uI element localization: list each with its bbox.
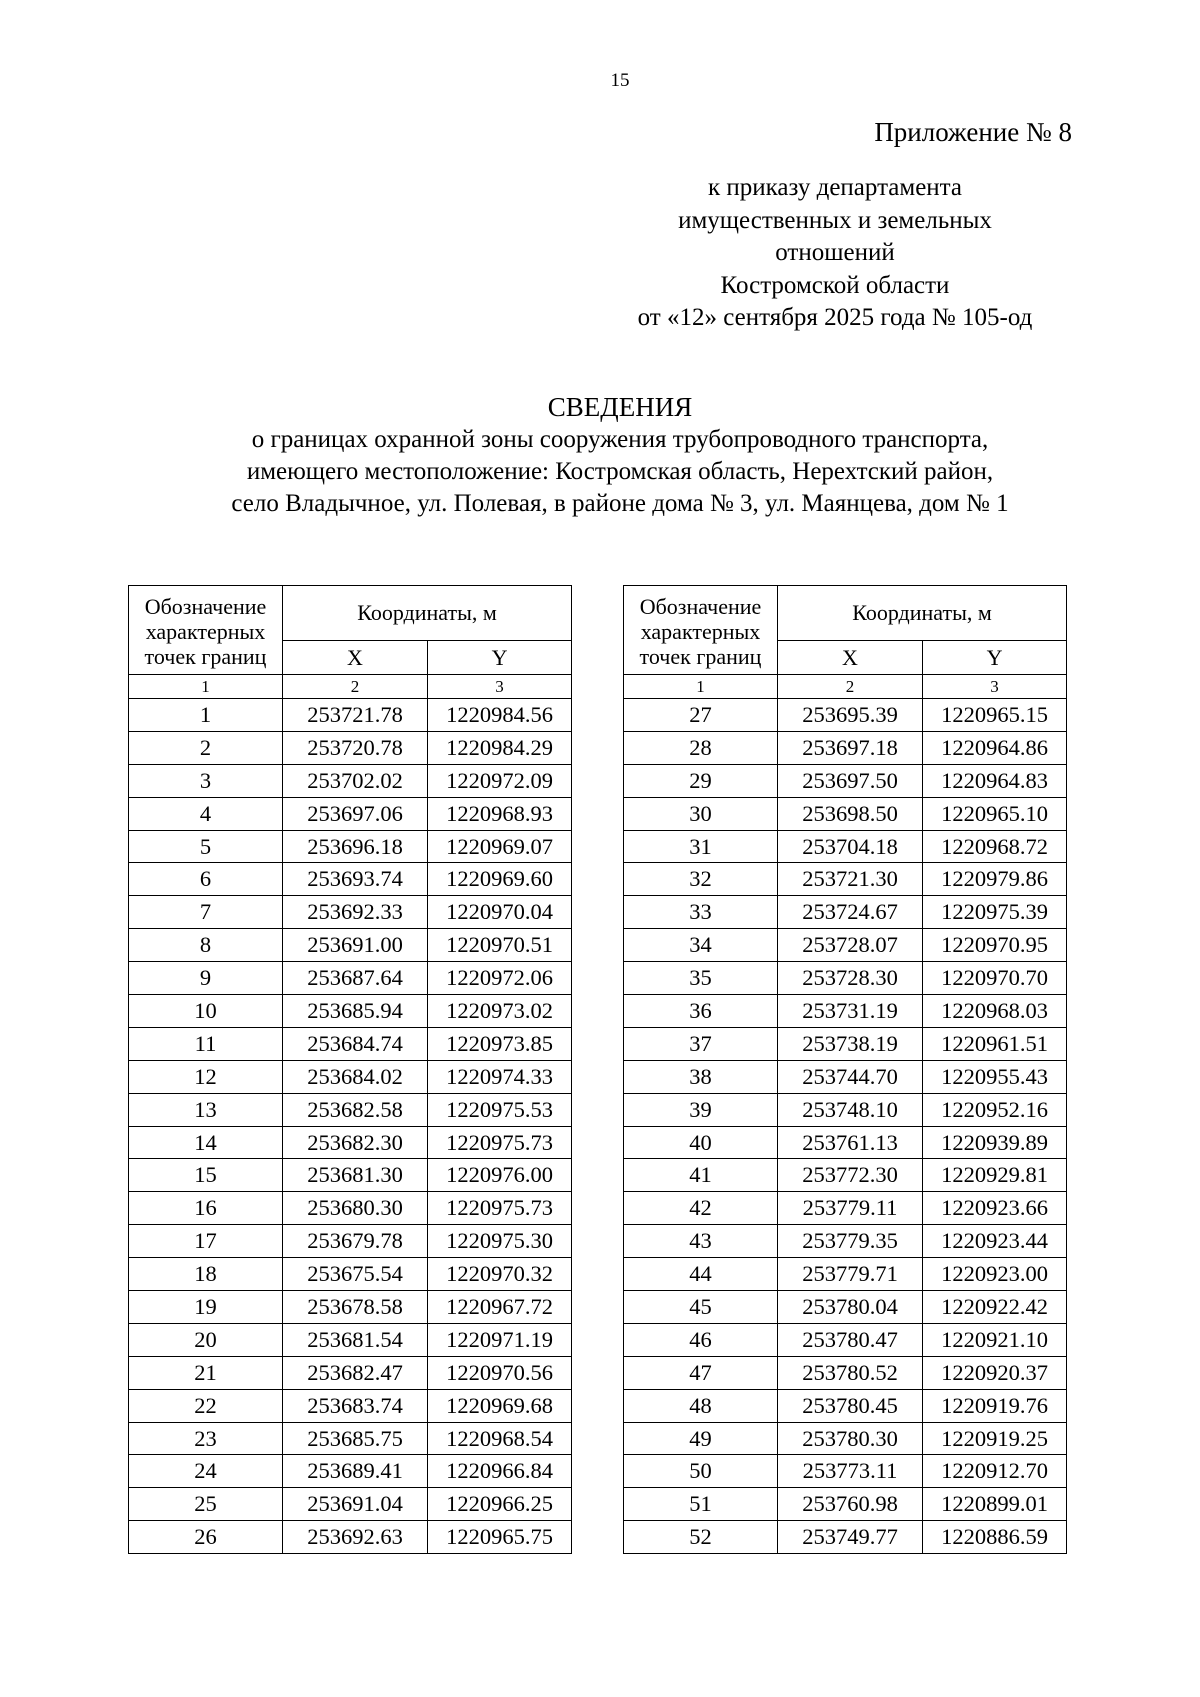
- y-coordinate-cell: 1220970.56: [428, 1356, 572, 1389]
- point-number-cell: 22: [129, 1389, 283, 1422]
- header-coordinates: Координаты, м: [778, 586, 1067, 641]
- table-row: [624, 929, 1067, 962]
- document-heading: [100, 390, 1140, 520]
- table-row: [129, 797, 572, 830]
- point-number-cell: 13: [129, 1093, 283, 1126]
- table-row: [624, 830, 1067, 863]
- point-number-cell: 1: [129, 699, 283, 732]
- point-number-cell: 28: [624, 731, 778, 764]
- y-coordinate-cell: 1220923.00: [923, 1258, 1067, 1291]
- point-number-cell: 49: [624, 1422, 778, 1455]
- x-coordinate-cell: 253692.33: [283, 896, 428, 929]
- x-coordinate-cell: 253702.02: [283, 764, 428, 797]
- x-coordinate-cell: 253738.19: [778, 1027, 923, 1060]
- x-coordinate-cell: 253721.30: [778, 863, 923, 896]
- point-number-cell: 47: [624, 1356, 778, 1389]
- x-coordinate-cell: 253683.74: [283, 1389, 428, 1422]
- point-number-cell: 24: [129, 1455, 283, 1488]
- table-row: [624, 764, 1067, 797]
- x-coordinate-cell: 253721.78: [283, 699, 428, 732]
- x-coordinate-cell: 253682.58: [283, 1093, 428, 1126]
- x-coordinate-cell: 253678.58: [283, 1291, 428, 1324]
- y-coordinate-cell: 1220968.54: [428, 1422, 572, 1455]
- y-coordinate-cell: 1220970.51: [428, 929, 572, 962]
- y-coordinate-cell: 1220984.56: [428, 699, 572, 732]
- table-row: [129, 764, 572, 797]
- point-number-cell: 44: [624, 1258, 778, 1291]
- table-row: [624, 1060, 1067, 1093]
- y-coordinate-cell: 1220969.07: [428, 830, 572, 863]
- point-number-cell: 39: [624, 1093, 778, 1126]
- point-number-cell: 33: [624, 896, 778, 929]
- x-coordinate-cell: 253697.06: [283, 797, 428, 830]
- y-coordinate-cell: 1220975.30: [428, 1225, 572, 1258]
- table-row: [129, 1126, 572, 1159]
- y-coordinate-cell: 1220975.73: [428, 1192, 572, 1225]
- table-row: [129, 1422, 572, 1455]
- order-line: к приказу департамента: [707, 174, 963, 201]
- x-coordinate-cell: 253780.52: [778, 1356, 923, 1389]
- column-number: 1: [624, 675, 778, 699]
- y-coordinate-cell: 1220973.85: [428, 1027, 572, 1060]
- point-number-cell: 23: [129, 1422, 283, 1455]
- table-row: [624, 1455, 1067, 1488]
- column-number: 1: [129, 675, 283, 699]
- x-coordinate-cell: 253780.30: [778, 1422, 923, 1455]
- point-number-cell: 40: [624, 1126, 778, 1159]
- order-line: отношений: [775, 239, 895, 266]
- table-row: [624, 1488, 1067, 1521]
- x-coordinate-cell: 253731.19: [778, 995, 923, 1028]
- point-number-cell: 21: [129, 1356, 283, 1389]
- table-row: [129, 1060, 572, 1093]
- x-coordinate-cell: 253761.13: [778, 1126, 923, 1159]
- point-number-cell: 32: [624, 863, 778, 896]
- x-coordinate-cell: 253697.18: [778, 731, 923, 764]
- heading-line: имеющего местоположение: Костромская область, Нерехтский район,: [246, 458, 994, 485]
- point-number-cell: 34: [624, 929, 778, 962]
- point-number-cell: 16: [129, 1192, 283, 1225]
- point-number-cell: 10: [129, 995, 283, 1028]
- y-coordinate-cell: 1220975.73: [428, 1126, 572, 1159]
- table-row: [624, 1027, 1067, 1060]
- y-coordinate-cell: 1220964.86: [923, 731, 1067, 764]
- x-coordinate-cell: 253779.35: [778, 1225, 923, 1258]
- point-number-cell: 51: [624, 1488, 778, 1521]
- x-coordinate-cell: 253749.77: [778, 1521, 923, 1554]
- table-row: [624, 699, 1067, 732]
- table-row: [129, 929, 572, 962]
- point-number-cell: 30: [624, 797, 778, 830]
- table-row: [129, 1356, 572, 1389]
- table-row: [624, 962, 1067, 995]
- point-number-cell: 15: [129, 1159, 283, 1192]
- y-coordinate-cell: 1220939.89: [923, 1126, 1067, 1159]
- point-number-cell: 50: [624, 1455, 778, 1488]
- table-row: [624, 1192, 1067, 1225]
- y-coordinate-cell: 1220970.70: [923, 962, 1067, 995]
- point-number-cell: 6: [129, 863, 283, 896]
- table-row: [624, 863, 1067, 896]
- y-coordinate-cell: 1220929.81: [923, 1159, 1067, 1192]
- x-coordinate-cell: 253680.30: [283, 1192, 428, 1225]
- point-number-cell: 19: [129, 1291, 283, 1324]
- x-coordinate-cell: 253681.30: [283, 1159, 428, 1192]
- coordinates-table-left: [128, 585, 572, 1554]
- x-coordinate-cell: 253696.18: [283, 830, 428, 863]
- table-row: [129, 1323, 572, 1356]
- x-coordinate-cell: 253780.45: [778, 1389, 923, 1422]
- table-row: [624, 1422, 1067, 1455]
- y-coordinate-cell: 1220975.53: [428, 1093, 572, 1126]
- table-row: [129, 830, 572, 863]
- table-row: [129, 699, 572, 732]
- header-x: X: [778, 641, 923, 675]
- y-coordinate-cell: 1220912.70: [923, 1455, 1067, 1488]
- x-coordinate-cell: 253773.11: [778, 1455, 923, 1488]
- column-number: 2: [778, 675, 923, 699]
- point-number-cell: 17: [129, 1225, 283, 1258]
- point-number-cell: 14: [129, 1126, 283, 1159]
- point-number-cell: 2: [129, 731, 283, 764]
- x-coordinate-cell: 253780.04: [778, 1291, 923, 1324]
- y-coordinate-cell: 1220965.10: [923, 797, 1067, 830]
- point-number-cell: 38: [624, 1060, 778, 1093]
- y-coordinate-cell: 1220970.04: [428, 896, 572, 929]
- point-number-cell: 9: [129, 962, 283, 995]
- y-coordinate-cell: 1220966.84: [428, 1455, 572, 1488]
- x-coordinate-cell: 253691.00: [283, 929, 428, 962]
- y-coordinate-cell: 1220975.39: [923, 896, 1067, 929]
- point-number-cell: 3: [129, 764, 283, 797]
- x-coordinate-cell: 253693.74: [283, 863, 428, 896]
- point-number-cell: 46: [624, 1323, 778, 1356]
- x-coordinate-cell: 253682.30: [283, 1126, 428, 1159]
- y-coordinate-cell: 1220972.06: [428, 962, 572, 995]
- table-row: [624, 731, 1067, 764]
- point-number-cell: 45: [624, 1291, 778, 1324]
- x-coordinate-cell: 253748.10: [778, 1093, 923, 1126]
- y-coordinate-cell: 1220961.51: [923, 1027, 1067, 1060]
- x-coordinate-cell: 253679.78: [283, 1225, 428, 1258]
- coordinates-table-right: [623, 585, 1067, 1554]
- table-row: [624, 1126, 1067, 1159]
- table-row: [129, 731, 572, 764]
- point-number-cell: 52: [624, 1521, 778, 1554]
- x-coordinate-cell: 253675.54: [283, 1258, 428, 1291]
- table-row: [129, 1159, 572, 1192]
- header-point-designation: Обозначение характерных точек границ: [624, 586, 778, 675]
- header-point-designation: Обозначение характерных точек границ: [129, 586, 283, 675]
- order-line: имущественных и земельных: [678, 206, 992, 234]
- y-coordinate-cell: 1220967.72: [428, 1291, 572, 1324]
- table-row: [129, 1225, 572, 1258]
- point-number-cell: 29: [624, 764, 778, 797]
- table-row: [624, 995, 1067, 1028]
- table-row: [129, 1389, 572, 1422]
- x-coordinate-cell: 253689.41: [283, 1455, 428, 1488]
- table-row: [624, 1225, 1067, 1258]
- header-y: Y: [428, 641, 572, 675]
- x-coordinate-cell: 253779.11: [778, 1192, 923, 1225]
- y-coordinate-cell: 1220969.60: [428, 863, 572, 896]
- point-number-cell: 4: [129, 797, 283, 830]
- y-coordinate-cell: 1220922.42: [923, 1291, 1067, 1324]
- heading-line: о границах охранной зоны сооружения трубопроводного транспорта,: [251, 426, 989, 453]
- y-coordinate-cell: 1220899.01: [923, 1488, 1067, 1521]
- table-row: [624, 1389, 1067, 1422]
- appendix-label: Приложение № 8: [874, 117, 1072, 147]
- heading-line: село Владычное, ул. Полевая, в районе дома № 3, ул. Маянцева, дом № 1: [231, 490, 1009, 517]
- table-row: [624, 896, 1067, 929]
- table-row: [624, 1258, 1067, 1291]
- x-coordinate-cell: 253772.30: [778, 1159, 923, 1192]
- table-row: [129, 1291, 572, 1324]
- y-coordinate-cell: 1220965.75: [428, 1521, 572, 1554]
- table-row: [129, 1521, 572, 1554]
- y-coordinate-cell: 1220972.09: [428, 764, 572, 797]
- column-number: 3: [428, 675, 572, 699]
- y-coordinate-cell: 1220973.02: [428, 995, 572, 1028]
- point-number-cell: 31: [624, 830, 778, 863]
- table-row: [129, 1027, 572, 1060]
- y-coordinate-cell: 1220919.25: [923, 1422, 1067, 1455]
- x-coordinate-cell: 253685.94: [283, 995, 428, 1028]
- point-number-cell: 41: [624, 1159, 778, 1192]
- x-coordinate-cell: 253681.54: [283, 1323, 428, 1356]
- table-row: [624, 1521, 1067, 1554]
- y-coordinate-cell: 1220984.29: [428, 731, 572, 764]
- x-coordinate-cell: 253691.04: [283, 1488, 428, 1521]
- header-coordinates: Координаты, м: [283, 586, 572, 641]
- column-number: 3: [923, 675, 1067, 699]
- y-coordinate-cell: 1220976.00: [428, 1159, 572, 1192]
- table-row: [129, 1455, 572, 1488]
- header-x: X: [283, 641, 428, 675]
- x-coordinate-cell: 253684.74: [283, 1027, 428, 1060]
- y-coordinate-cell: 1220974.33: [428, 1060, 572, 1093]
- point-number-cell: 48: [624, 1389, 778, 1422]
- y-coordinate-cell: 1220970.95: [923, 929, 1067, 962]
- y-coordinate-cell: 1220923.44: [923, 1225, 1067, 1258]
- y-coordinate-cell: 1220965.15: [923, 699, 1067, 732]
- x-coordinate-cell: 253684.02: [283, 1060, 428, 1093]
- point-number-cell: 35: [624, 962, 778, 995]
- x-coordinate-cell: 253695.39: [778, 699, 923, 732]
- header-y: Y: [923, 641, 1067, 675]
- order-reference: [600, 172, 1070, 335]
- y-coordinate-cell: 1220923.66: [923, 1192, 1067, 1225]
- x-coordinate-cell: 253720.78: [283, 731, 428, 764]
- point-number-cell: 25: [129, 1488, 283, 1521]
- x-coordinate-cell: 253687.64: [283, 962, 428, 995]
- point-number-cell: 7: [129, 896, 283, 929]
- y-coordinate-cell: 1220979.86: [923, 863, 1067, 896]
- table-row: [624, 1159, 1067, 1192]
- point-number-cell: 18: [129, 1258, 283, 1291]
- page-number: 15: [610, 70, 630, 91]
- x-coordinate-cell: 253692.63: [283, 1521, 428, 1554]
- table-row: [129, 1488, 572, 1521]
- point-number-cell: 8: [129, 929, 283, 962]
- order-line: Костромской области: [720, 271, 950, 299]
- x-coordinate-cell: 253728.07: [778, 929, 923, 962]
- y-coordinate-cell: 1220921.10: [923, 1323, 1067, 1356]
- point-number-cell: 11: [129, 1027, 283, 1060]
- point-number-cell: 26: [129, 1521, 283, 1554]
- column-number: 2: [283, 675, 428, 699]
- x-coordinate-cell: 253728.30: [778, 962, 923, 995]
- table-row: [624, 1093, 1067, 1126]
- x-coordinate-cell: 253744.70: [778, 1060, 923, 1093]
- y-coordinate-cell: 1220955.43: [923, 1060, 1067, 1093]
- table-row: [129, 863, 572, 896]
- x-coordinate-cell: 253704.18: [778, 830, 923, 863]
- y-coordinate-cell: 1220920.37: [923, 1356, 1067, 1389]
- y-coordinate-cell: 1220886.59: [923, 1521, 1067, 1554]
- table-row: [624, 1323, 1067, 1356]
- table-row: [624, 1291, 1067, 1324]
- y-coordinate-cell: 1220969.68: [428, 1389, 572, 1422]
- point-number-cell: 20: [129, 1323, 283, 1356]
- order-line: от «12» сентября 2025 года № 105-од: [637, 304, 1033, 331]
- table-row: [129, 1093, 572, 1126]
- x-coordinate-cell: 253780.47: [778, 1323, 923, 1356]
- table-row: [129, 962, 572, 995]
- point-number-cell: 37: [624, 1027, 778, 1060]
- x-coordinate-cell: 253685.75: [283, 1422, 428, 1455]
- y-coordinate-cell: 1220968.72: [923, 830, 1067, 863]
- y-coordinate-cell: 1220971.19: [428, 1323, 572, 1356]
- y-coordinate-cell: 1220968.93: [428, 797, 572, 830]
- x-coordinate-cell: 253682.47: [283, 1356, 428, 1389]
- y-coordinate-cell: 1220966.25: [428, 1488, 572, 1521]
- y-coordinate-cell: 1220952.16: [923, 1093, 1067, 1126]
- x-coordinate-cell: 253724.67: [778, 896, 923, 929]
- document-title: СВЕДЕНИЯ: [547, 392, 693, 422]
- table-row: [624, 1356, 1067, 1389]
- table-row: [624, 797, 1067, 830]
- point-number-cell: 36: [624, 995, 778, 1028]
- x-coordinate-cell: 253779.71: [778, 1258, 923, 1291]
- x-coordinate-cell: 253698.50: [778, 797, 923, 830]
- point-number-cell: 43: [624, 1225, 778, 1258]
- point-number-cell: 42: [624, 1192, 778, 1225]
- y-coordinate-cell: 1220919.76: [923, 1389, 1067, 1422]
- y-coordinate-cell: 1220964.83: [923, 764, 1067, 797]
- table-row: [129, 995, 572, 1028]
- x-coordinate-cell: 253760.98: [778, 1488, 923, 1521]
- y-coordinate-cell: 1220970.32: [428, 1258, 572, 1291]
- table-row: [129, 896, 572, 929]
- y-coordinate-cell: 1220968.03: [923, 995, 1067, 1028]
- table-row: [129, 1258, 572, 1291]
- table-row: [129, 1192, 572, 1225]
- x-coordinate-cell: 253697.50: [778, 764, 923, 797]
- point-number-cell: 12: [129, 1060, 283, 1093]
- point-number-cell: 5: [129, 830, 283, 863]
- point-number-cell: 27: [624, 699, 778, 732]
